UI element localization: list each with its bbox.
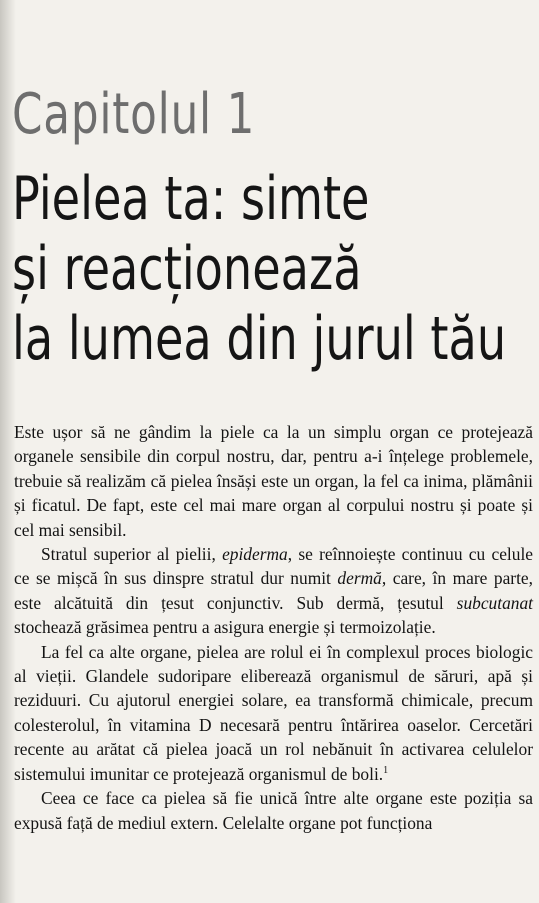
term-epiderma: epiderma [222,544,288,565]
paragraph-2 [14,542,533,640]
chapter-title-line-2: și reacționează [12,234,362,304]
paragraph-3 [14,640,533,786]
chapter-title-line-1: Pielea ta: simte [12,164,370,234]
paragraph-2-text: , se reînnoiește continuu cu celule ce se mișcă în sus dinspre stratul dur numit [14,544,533,589]
chapter-label: Capitolul 1 [12,82,256,147]
footnote-marker: 1 [383,764,389,776]
paragraph-2-text: Stratul superior al pielii, [41,544,223,565]
paragraph-2-text: , care, în mare parte, este alcătuită din țesut conjunctiv. Sub dermă, țesutul [14,568,533,613]
paragraph-1 [14,420,533,542]
term-subcutanat: subcutanat [456,592,533,613]
chapter-title [12,164,506,374]
paragraph-3-text: La fel ca alte organe, pielea are rolul ei în complexul proces biologic al vieții. Glandele sudoripare eliberează organismul de săruri, apă și reziduuri. Cu ajutorul energiei solare, ea transformă chimicale, precum colesterolul, în vitamina D necesară pentru întărirea oaselor. Cercetări recente au arătat că pielea joacă un rol nebănuit în activarea celulelor sistemului imunitar ce protejează organismul de boli. [14,641,533,784]
paragraph-4 [14,786,533,835]
paragraph-1-text: Este ușor să ne gândim la piele ca la un simplu organ ce protejează organele sensibile din corpul nostru, dar, pentru a-i înțelege problemele, trebuie să realizăm că pielea însăși este un organ, la fel ca inima, plămânii și ficatul. De fapt, este cel mai mare organ al corpului nostru și poate și cel mai sensibil. [14,422,533,540]
paragraph-2-text: stochează grăsimea pentru a asigura energie și termoizolație. [14,617,436,638]
body-text [14,420,533,835]
paragraph-4-text: Ceea ce face ca pielea să fie unică între alte organe este poziția sa expusă față de mediul extern. Celelalte organe pot funcționa [14,788,533,833]
chapter-title-line-3: la lumea din jurul tău [12,304,507,374]
term-derma: dermă [337,568,382,589]
